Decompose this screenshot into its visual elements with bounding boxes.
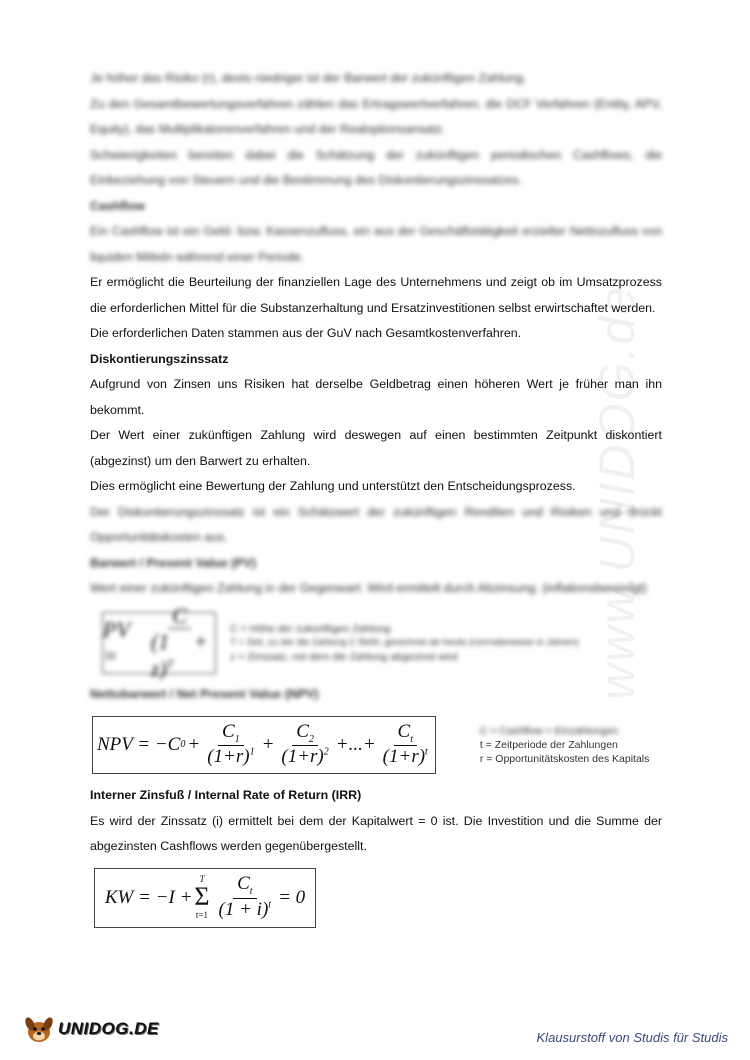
npv-num-2 <box>292 721 318 746</box>
kw-fraction <box>215 873 276 921</box>
document-body <box>90 66 662 928</box>
npv-num-t <box>394 721 417 746</box>
heading-net-present-value: Nettobarwert / Net Present Value (NPV) <box>90 686 319 701</box>
npv-c2-sub: 2 <box>308 733 314 745</box>
npv-legend-line: C = Cashflow = Einzahlungen <box>479 725 619 737</box>
pv-denominator <box>147 629 212 682</box>
kw-lhs: KW = −I + <box>104 886 193 908</box>
pv-legend-line: T = Zeit, zu der die Zahlung C fließt, gerechnet ab heute (normalerweise in Jahren) <box>230 636 579 648</box>
pv-legend-line: C = Höhe der zukünftigen Zahlung <box>230 622 391 635</box>
pv-formula <box>102 602 216 681</box>
kw-sum-bottom: t=1 <box>195 910 208 920</box>
npv-num-1 <box>218 721 244 746</box>
kw-den-exp: t <box>268 899 272 911</box>
kw-rhs: = 0 <box>278 886 306 908</box>
heading-diskontierungszinssatz: Diskontierungszinssatz <box>90 351 229 366</box>
npv-e2: 2 <box>323 746 329 758</box>
npv-formula-block <box>92 713 662 777</box>
pv-formula-block <box>102 602 662 681</box>
kw-den: (1 + i) <box>218 898 269 920</box>
footer-tagline: Klausurstoff von Studis für Studis <box>536 1030 728 1045</box>
pv-numerator: C <box>168 603 191 629</box>
dog-icon <box>22 1014 56 1044</box>
paragraph: Je höher das Risiko (r), desto niedriger ist der Barwert der zukünftigen Zahlung. <box>90 71 527 85</box>
paragraph: Der Wert einer zukünftigen Zahlung wird deswegen auf einen bestimmten Zeitpunkt diskontiert (abgezinst) um den Barwert zu erhalten. <box>90 428 662 468</box>
npv-legend-line: r = Opportunitätskosten des Kapitals <box>479 753 650 765</box>
footer-logo-text: UNIDOG.DE <box>58 1019 159 1038</box>
npv-c1: C <box>222 720 235 742</box>
npv-dt: (1+r) <box>382 746 426 768</box>
kw-sum-symbol: Σ <box>194 882 210 911</box>
npv-legend-line: t = Zeitperiode der Zahlungen <box>479 739 618 751</box>
npv-legend <box>480 724 662 766</box>
heading-internal-rate-of-return: Interner Zinsfuß / Internal Rate of Return (IRR) <box>90 788 362 802</box>
npv-et: t <box>425 746 428 758</box>
npv-den-1 <box>203 746 258 769</box>
pv-legend-line: z = Zinssatz, mit dem die Zahlung abgezinst wird <box>230 650 458 663</box>
npv-plus: + <box>187 734 201 756</box>
paragraph: Schwierigkeiten bereiten dabei die Schätzung der zukünftigen periodischen Cashflows, die Einbeziehung von Steuern und die Bestimmung des Diskontierungszinssatzes. <box>90 147 662 187</box>
npv-d1: (1+r) <box>207 746 250 768</box>
kw-sum-top: T <box>199 874 205 884</box>
paragraph: Die erforderlichen Daten stammen aus der GuV nach Gesamtkostenverfahren. <box>90 326 522 340</box>
npv-e1: 1 <box>249 746 255 758</box>
npv-c2: C <box>296 720 309 742</box>
npv-lhs: NPV = −C <box>97 734 181 756</box>
pv-fraction <box>147 603 212 682</box>
heading-cashflow: Cashflow <box>90 198 146 213</box>
kw-formula-block <box>94 868 662 928</box>
npv-formula <box>92 716 436 774</box>
npv-plus-2: + <box>261 734 275 756</box>
npv-term-t <box>379 721 432 769</box>
npv-d2: (1+r) <box>281 746 324 768</box>
npv-ct: C <box>397 720 411 742</box>
pv-lhs: PV = <box>103 617 130 668</box>
paragraph: Dies ermöglicht eine Bewertung der Zahlung und unterstützt den Entscheidungsprozess. <box>90 479 576 493</box>
kw-denominator <box>215 899 276 922</box>
paragraph: Ein Cashflow ist ein Geld- bzw. Kassenzufluss, ein aus der Geschäftstätigkeit erzielter Nettozufluss von liquiden Mitteln während einer Periode. <box>90 224 662 264</box>
npv-term-1 <box>203 721 258 769</box>
paragraph: Der Diskontierungszinssatz ist ein Schätzwert der zukünftigen Renditen und Risiken und drückt Opportunitätskosten aus. <box>90 504 662 544</box>
npv-term-2 <box>277 721 332 769</box>
paragraph: Er ermöglicht die Beurteilung der finanziellen Lage des Unternehmens und zeigt ob im Umsatzprozess die erforderlichen Mittel für die Substanzerhaltung und Ersatzinvestitionen selbst erwirtschaftet werden. <box>90 275 662 315</box>
watermark: www.UNIDOG.de <box>589 285 645 700</box>
npv-c1-sub: 1 <box>234 733 240 745</box>
npv-den-2 <box>277 746 332 769</box>
npv-dots: +...+ <box>335 734 376 756</box>
heading-present-value: Barwert / Present Value (PV) <box>90 555 256 570</box>
kw-numerator <box>233 873 256 898</box>
footer-logo[interactable] <box>22 1014 159 1044</box>
paragraph: Es wird der Zinssatz (i) ermittelt bei dem der Kapitalwert = 0 ist. Die Investition und die Summe der abgezinsten Cashflows werden gegenübergestellt. <box>90 813 662 853</box>
paragraph: Zu den Gesamtbewertungsverfahren zählen das Ertragswertverfahren, die DCF Verfahren (Entity, APV, Equity), das Multiplikatorenverfahren und der Realoptionsansatz. <box>90 96 662 136</box>
pv-den-text: (1 + z) <box>150 629 209 681</box>
kw-c-sub: t <box>249 886 253 898</box>
npv-sub0: 0 <box>180 739 186 751</box>
npv-ct-sub: t <box>410 733 413 745</box>
kw-formula <box>94 868 316 928</box>
kw-c: C <box>237 873 250 895</box>
pv-exponent: T <box>166 656 174 671</box>
paragraph: Wert einer zukünftigen Zahlung in der Gegenwart. Wird ermittelt durch Abzinsung. (inflationsbereinigt) <box>90 581 647 595</box>
pv-legend <box>230 622 662 664</box>
paragraph: Aufgrund von Zinsen uns Risiken hat derselbe Geldbetrag einen höheren Wert je früher man ihn bekommt. <box>90 377 662 417</box>
kw-sum <box>194 875 209 920</box>
npv-den-t <box>379 746 432 769</box>
